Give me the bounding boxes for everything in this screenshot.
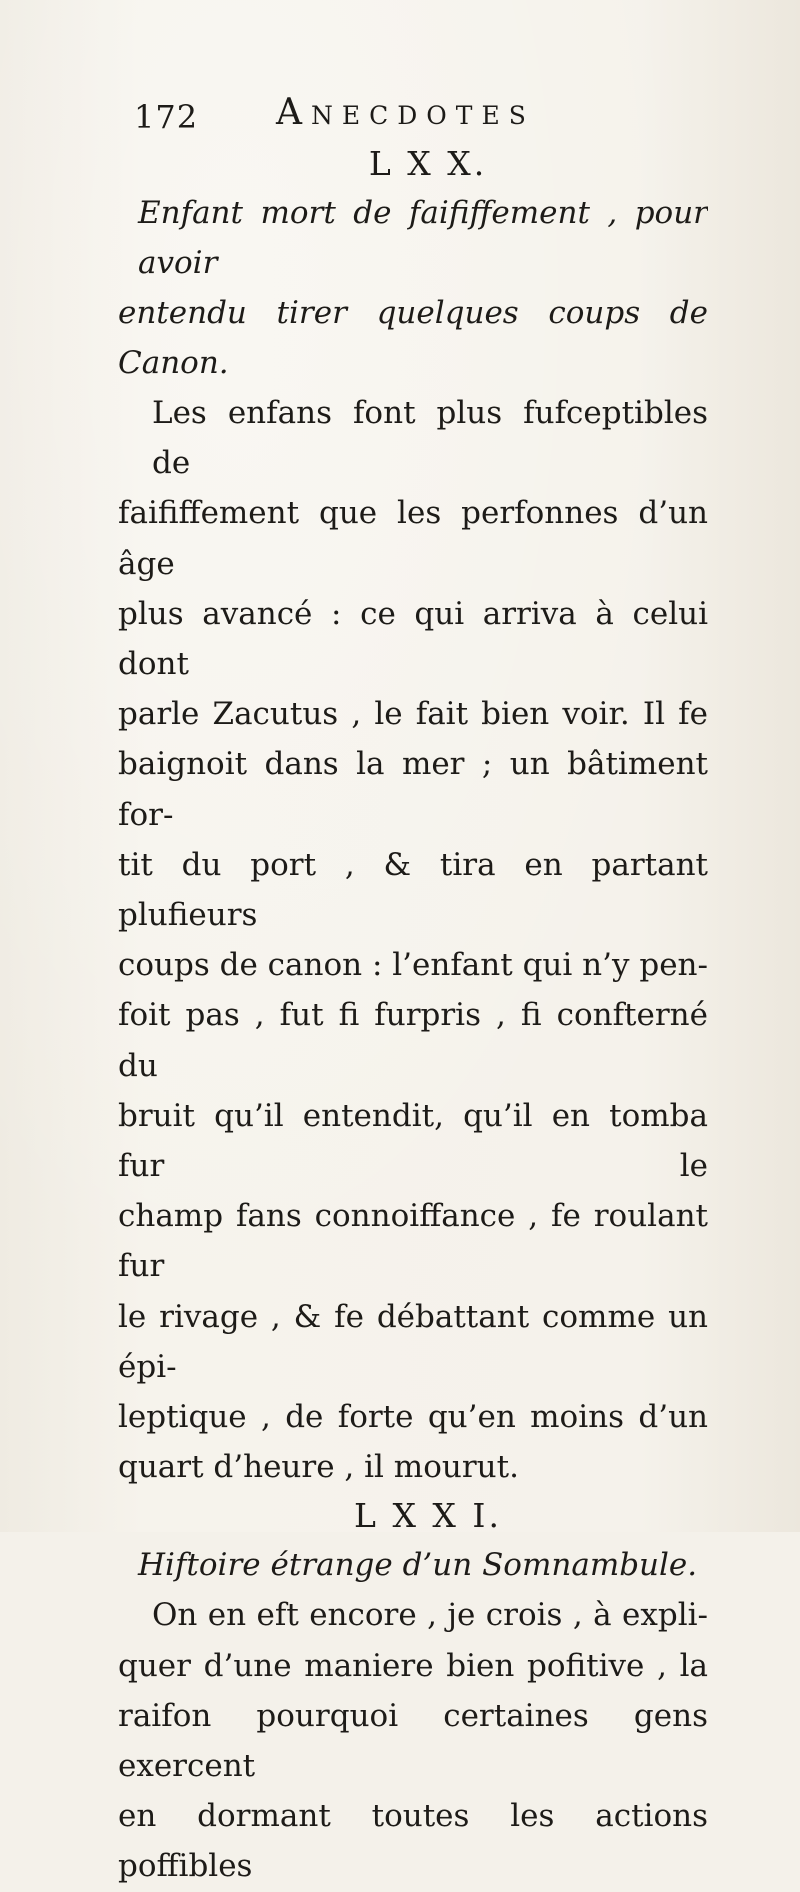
body-line: quart d’heure , il mourut. (118, 1449, 519, 1486)
body-line: en dormant toutes les actions poffibles (118, 1798, 708, 1885)
chapter-body (118, 388, 708, 1492)
body-line: foit pas , fut fi furpris , fi confterné du (118, 997, 708, 1084)
running-title: Anecdotes (276, 92, 535, 133)
body-line: tit du port , & tira en partant plufieurs (118, 846, 708, 934)
page-header (134, 92, 674, 142)
chapter-title-line: Enfant mort de faififfement , pour avoir (138, 195, 708, 281)
body-line: quer d’une maniere bien pofitive , la (118, 1647, 708, 1684)
body-line: raifon pourquoi certaines gens exercent (118, 1697, 708, 1785)
body-line: baignoit dans la mer ; un bâtiment for- (118, 746, 708, 833)
body-line: faififfement que les perfonnes d’un âge (118, 495, 708, 582)
body-line: bruit qu’il entendit, qu’il en tomba fur le (118, 1097, 708, 1185)
chapter-title-line: entendu tirer quelques coups de Canon. (118, 295, 708, 381)
text-block (118, 140, 708, 1892)
chapter-title (118, 1540, 708, 1590)
body-line: leptique , de forte qu’en moins d’un (118, 1399, 708, 1436)
body-line: Les enfans font plus fufceptibles de (152, 395, 708, 482)
page-number: 172 (134, 98, 199, 136)
body-line: champ fans connoiffance , fe roulant fur (118, 1198, 708, 1285)
chapter-number: L X X. (368, 144, 488, 183)
body-line: plus avancé : ce qui arriva à celui dont (118, 595, 708, 683)
body-line: coups de canon : l’enfant qui n’y pen- (118, 947, 708, 984)
chapter-number: L X X I. (354, 1496, 502, 1536)
body-line: parle Zacutus , le fait bien voir. Il fe (118, 696, 708, 733)
chapter-body (118, 1590, 708, 1891)
body-line: On en eft encore , je crois , à expli- (152, 1597, 708, 1634)
chapter-title (118, 188, 708, 388)
body-line: le rivage , & fe débattant comme un épi- (118, 1298, 708, 1385)
chapter-title-line: Hiftoire étrange d’un Somnambule. (138, 1547, 698, 1584)
